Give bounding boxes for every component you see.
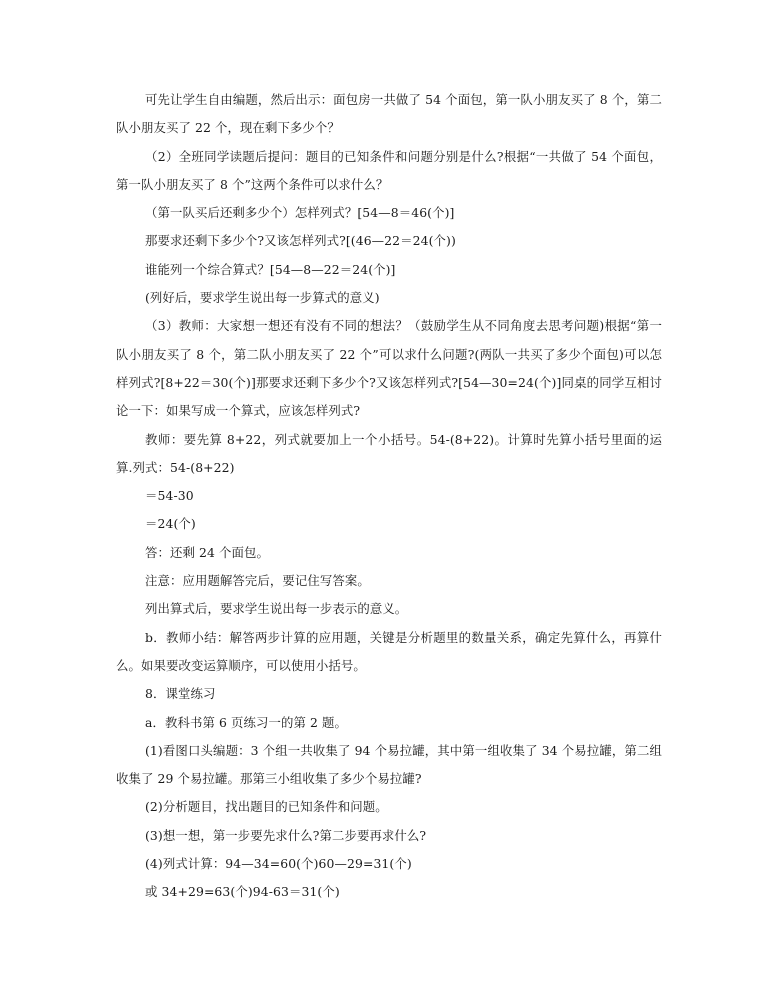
- paragraph-combined-formula: 谁能列一个综合算式？[54—8—22＝24(个)]: [145, 261, 396, 277]
- paragraph-answer: 答：还剩 24 个面包。: [145, 544, 269, 560]
- paragraph-exercise-2: (2)分析题目，找出题目的已知条件和问题。: [145, 799, 388, 815]
- paragraph-summary: b．教师小结：解答两步计算的应用题，关键是分析题里的数量关系，确定先算什么，再算什么。如果要改变运算顺序，可以使用小括号。: [116, 629, 662, 673]
- paragraph-exercise-alt: 或 34+29=63(个)94-63＝31(个): [145, 884, 340, 900]
- paragraph-intro: 可先让学生自由编题，然后出示：面包房一共做了 54 个面包，第一队小朋友买了 8 个，第二队小朋友买了 22 个，现在剩下多少个？: [116, 92, 662, 136]
- paragraph-first-formula: （第一队买后还剩多少个）怎样列式？[54—8＝46(个)]: [145, 205, 455, 221]
- paragraph-exercise-1: (1)看图口头编题：3 个组一共收集了 94 个易拉罐，其中第一组收集了 34 个易拉罐，第二组收集了 29 个易拉罐。那第三小组收集了多少个易拉罐?: [116, 742, 662, 787]
- paragraph-textbook-exercise: a．教科书第 6 页练习一的第 2 题。: [145, 714, 347, 730]
- document-body: [116, 86, 662, 907]
- paragraph-parentheses: 教师：要先算 8+22，列式就要加上一个小括号。54-(8+22)。计算时先算小括号里面的运算.列式：54-(8+22): [116, 431, 662, 475]
- paragraph-second-formula: 那要求还剩下多少个?又该怎样列式?[(46—22＝24(个)): [145, 233, 456, 249]
- paragraph-step-2-question: （2）全班同学读题后提问：题目的已知条件和问题分别是什么?根据“一共做了 54 个面包，第一队小朋友买了 8 个”这两个条件可以求什么？: [116, 148, 662, 192]
- paragraph-exercise-3: (3)想一想，第一步要先求什么?第二步要再求什么?: [145, 827, 427, 843]
- paragraph-exercise-4: (4)列式计算：94—34=60(个)60—29=31(个): [145, 856, 412, 872]
- paragraph-step-3-teacher: （3）教师：大家想一想还有没有不同的想法？（鼓励学生从不同角度去思考问题)根据“第一队小朋友买了 8 个，第二队小朋友买了 22 个”可以求什么问题?(两队一共买了多少个面包)可以怎样列式?[8+22＝30(个)]那要求还剩下多少个?又该怎样列式?[54—30=24(个)]同桌的同学互相讨论一下：如果写成一个算式，应该怎样列式?: [116, 318, 662, 419]
- paragraph-meaning: 列出算式后，要求学生说出每一步表示的意义。: [145, 601, 408, 617]
- paragraph-calc-line-2: ＝24(个): [145, 516, 196, 532]
- heading-classroom-practice: 8．课堂练习: [145, 686, 216, 702]
- paragraph-note: 注意：应用题解答完后，要记住写答案。: [145, 573, 370, 589]
- paragraph-calc-line-1: ＝54-30: [145, 488, 194, 504]
- paragraph-explain-steps: (列好后，要求学生说出每一步算式的意义): [145, 290, 380, 306]
